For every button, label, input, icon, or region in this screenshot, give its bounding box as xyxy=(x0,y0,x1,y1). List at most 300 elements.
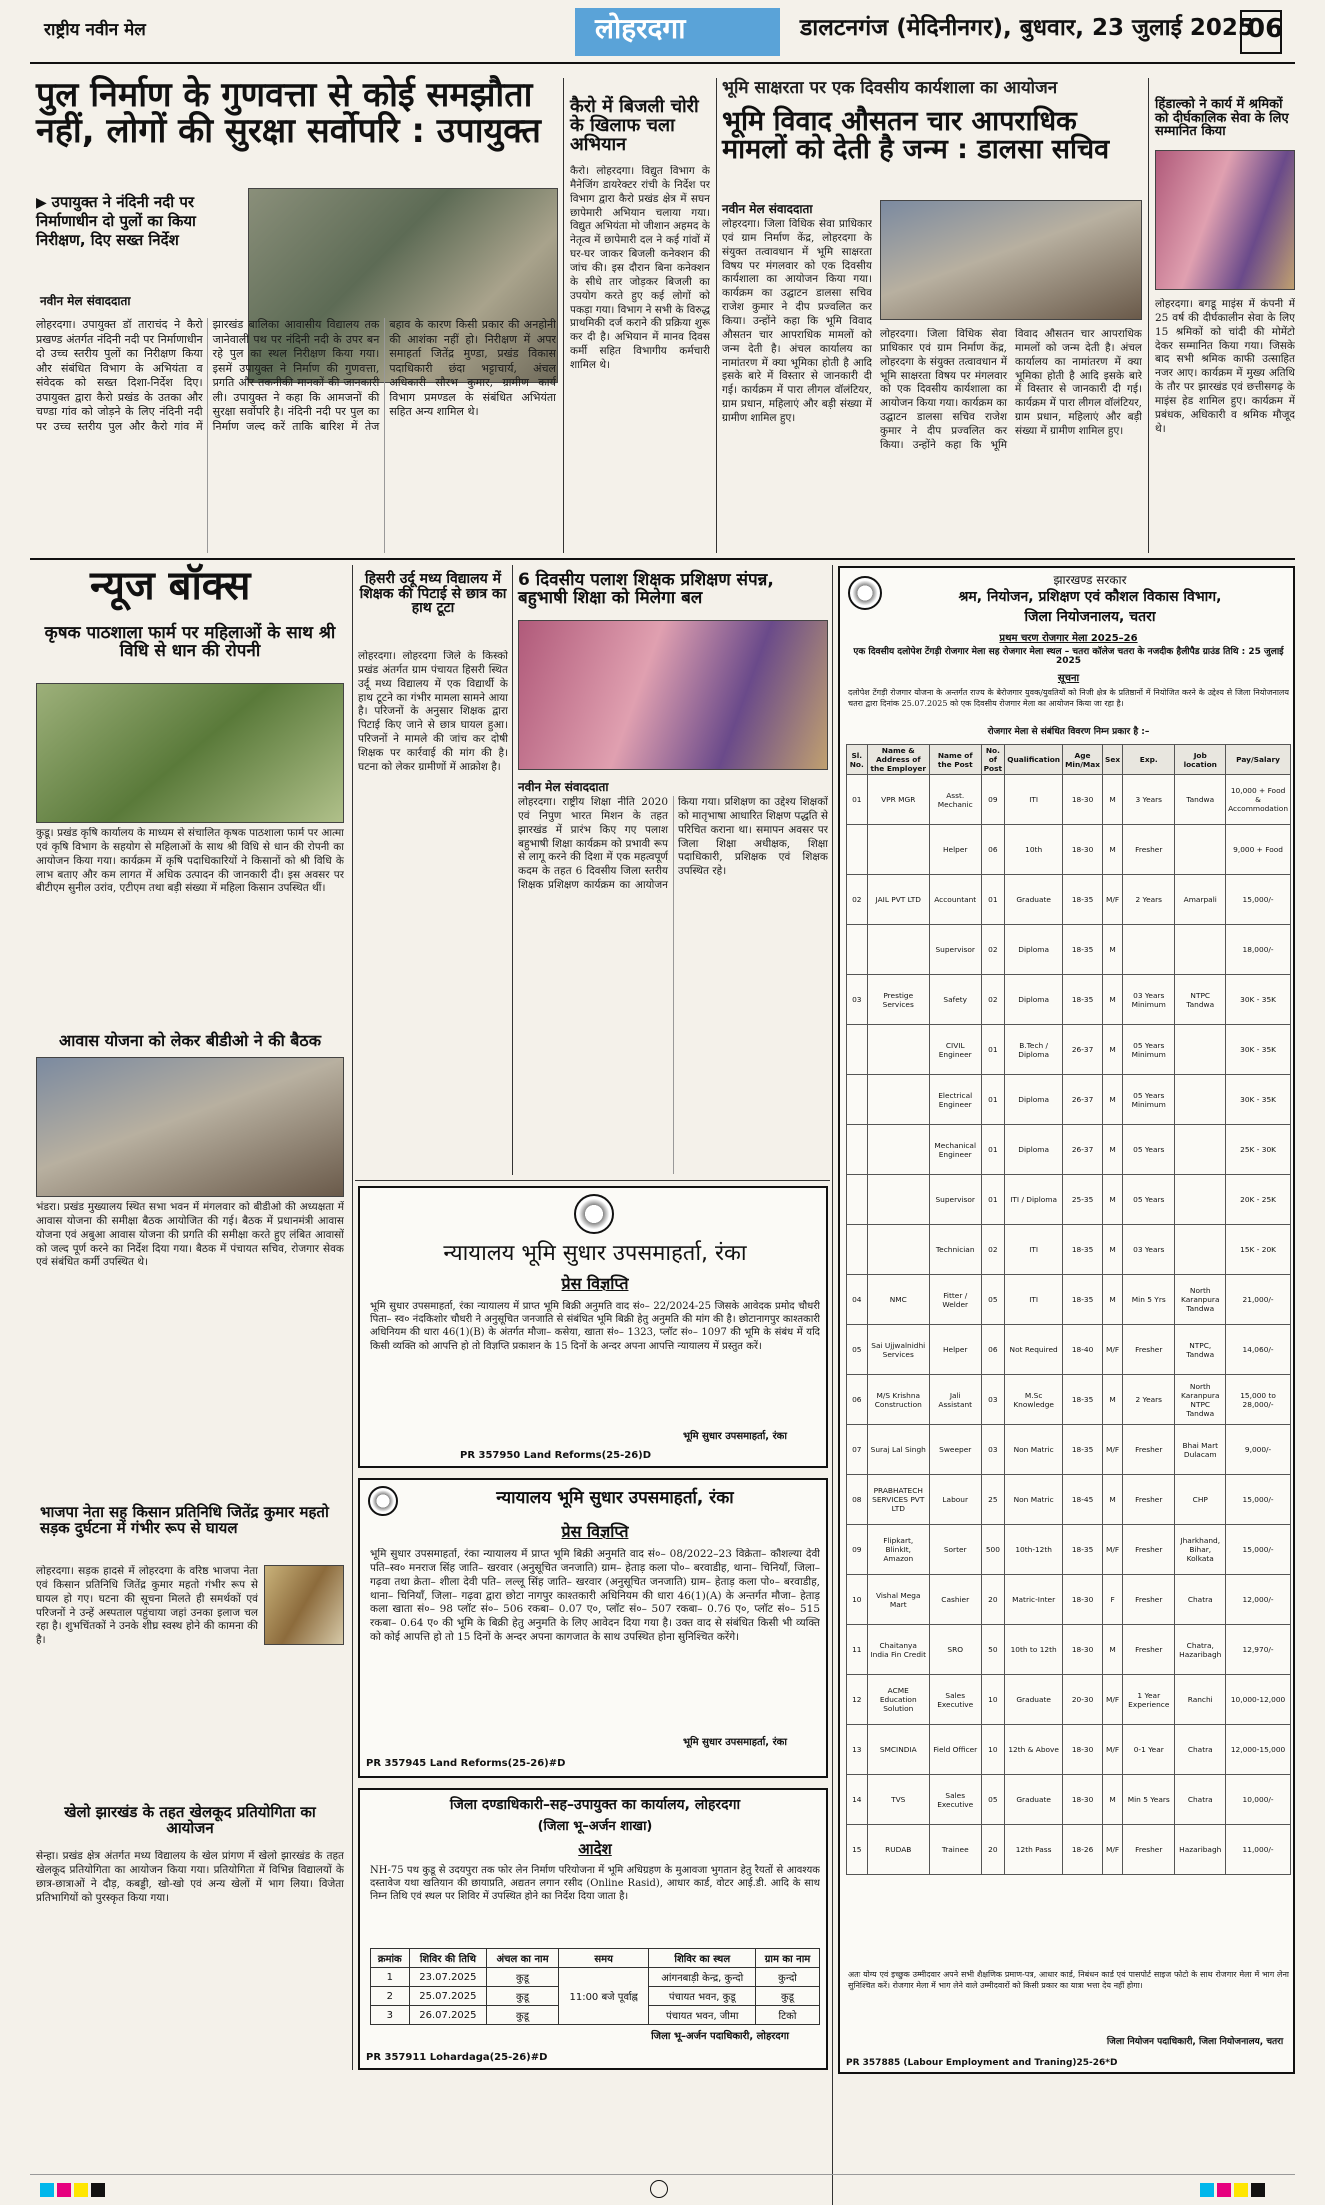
cell: Not Required xyxy=(1005,1325,1063,1375)
cell xyxy=(847,1175,868,1225)
cell: 11,000/- xyxy=(1226,1825,1291,1875)
cell: Diploma xyxy=(1005,1125,1063,1175)
cell: 01 xyxy=(981,875,1005,925)
cell: 20-30 xyxy=(1063,1675,1103,1725)
cell: Min 5 Yrs xyxy=(1123,1275,1175,1325)
honor-photo xyxy=(1155,150,1295,290)
kairo-headline: कैरो में बिजली चोरी के खिलाफ चला अभियान xyxy=(570,96,699,155)
cell: M/F xyxy=(1103,1325,1123,1375)
cell: 10th xyxy=(1005,825,1063,875)
cell: कुडू xyxy=(487,2006,559,2025)
col-header: Pay/Salary xyxy=(1226,745,1291,775)
cell: TVS xyxy=(867,1775,929,1825)
ad1-office: न्यायालय भूमि सुधार उपसमाहर्ता, रंका xyxy=(443,1241,747,1266)
cell: 23.07.2025 xyxy=(409,1968,487,1987)
cell: Trainee xyxy=(929,1825,981,1875)
cell xyxy=(867,1025,929,1075)
job-table-wrap xyxy=(846,744,1291,1964)
cell: Non Matric xyxy=(1005,1475,1063,1525)
cell: 14,060/- xyxy=(1226,1325,1291,1375)
cell: Supervisor xyxy=(929,1175,981,1225)
dateline: डालटनगंज (मेदिनीनगर), बुधवार, 23 जुलाई 2025 xyxy=(800,15,1254,41)
item1-photo xyxy=(36,683,344,823)
cell: Asst. Mechanic xyxy=(929,775,981,825)
cell: 15,000/- xyxy=(1226,875,1291,925)
table-row xyxy=(847,1325,1291,1375)
cell xyxy=(867,825,929,875)
table-row xyxy=(847,975,1291,1025)
masthead-rule xyxy=(30,62,1295,64)
cell: 15K - 20K xyxy=(1226,1225,1291,1275)
cell: M xyxy=(1103,1225,1123,1275)
cell: North Karanpura NTPC Tandwa xyxy=(1175,1375,1226,1425)
cell: Helper xyxy=(929,825,981,875)
cell: 05 Years xyxy=(1123,1175,1175,1225)
ad3-camp-table xyxy=(370,1948,820,2025)
cell: Chatra xyxy=(1175,1775,1226,1825)
swatch-black xyxy=(91,2183,105,2197)
col-header: क्रमांक xyxy=(371,1949,410,1968)
cell xyxy=(1123,925,1175,975)
cell: 2 Years xyxy=(1123,875,1175,925)
hostel-headline: हिसरी उर्दू मध्य विद्यालय में शिक्षक की पिटाई से छात्र का हाथ टूटा xyxy=(359,571,507,617)
ad1-body: भूमि सुधार उपसमाहर्ता, रंका न्यायालय में प्राप्त भूमि बिक्री अनुमति वाद सं०– 22/2024-25 जिसके आवेदक प्रमोद चौधरी पिता– स्व० नंदकिशोर चौधरी ने अनुसूचित जनजाति से संबंधित भूमि बिक्री हेतु अनुमति की मांग की है। छोटानागपुर काश्तकारी अधिनियम की धारा 46(1)(B) के अंतर्गत मौजा– कसेया, खाता सं०– 1323, प्लॉट सं०– 1097 की भूमि के संबंध में यदि किसी व्यक्ति को आपत्ति हो तो विज्ञप्ति प्रकाशन के 15 दिनों के अन्दर अपना आपत्ति न्यायालय में प्रस्तुत करें। xyxy=(370,1301,820,1352)
cell: Matric-Inter xyxy=(1005,1575,1063,1625)
color-swatches-right xyxy=(1200,2182,1268,2201)
cell: Labour xyxy=(929,1475,981,1525)
cell xyxy=(867,925,929,975)
section-title: लोहरदगा xyxy=(595,12,686,45)
col-header: Name of the Post xyxy=(929,745,981,775)
job-dept: श्रम, नियोजन, प्रशिक्षण एवं कौशल विकास विभाग, xyxy=(958,589,1222,605)
cell: 9,000/- xyxy=(1226,1425,1291,1475)
cell: M/F xyxy=(1103,1825,1123,1875)
col-header: Job location xyxy=(1175,745,1226,775)
cell: M/F xyxy=(1103,1425,1123,1475)
cell xyxy=(1175,1225,1226,1275)
table-row xyxy=(847,1625,1291,1675)
land-headline: भूमि विवाद औसतन चार आपराधिक मामलों को देती है जन्म : डालसा सचिव xyxy=(722,106,1110,166)
land-byline: नवीन मेल संवाददाता xyxy=(722,202,813,216)
table-row xyxy=(847,1675,1291,1725)
cell: 18-35 xyxy=(1063,1225,1103,1275)
cell: 02 xyxy=(981,1225,1005,1275)
cell: North Karanpura Tandwa xyxy=(1175,1275,1226,1325)
cell: Hazaribagh xyxy=(1175,1825,1226,1875)
swatch-cyan xyxy=(1200,2183,1214,2197)
swatch-black xyxy=(1251,2183,1265,2197)
col-header: Age Min/Max xyxy=(1063,745,1103,775)
cell: VPR MGR xyxy=(867,775,929,825)
cell: F xyxy=(1103,1575,1123,1625)
cell: Chaitanya India Fin Credit xyxy=(867,1625,929,1675)
cell xyxy=(1175,925,1226,975)
cell: M/F xyxy=(1103,1725,1123,1775)
cell: ITI / Diploma xyxy=(1005,1175,1063,1225)
cell: Vishal Mega Mart xyxy=(867,1575,929,1625)
cell: 500 xyxy=(981,1525,1005,1575)
cell: M xyxy=(1103,1275,1123,1325)
cell: Sales Executive xyxy=(929,1775,981,1825)
honor-body: लोहरदगा। बगडू माइंस में कंपनी में 25 वर्ष की दीर्घकालीन सेवा के लिए 15 श्रमिकों को चांदी की मोमेंटो देकर सम्मानित किया गया। जिसके बाद सभी श्रमिक काफी उत्साहित नजर आए। कार्यक्रम में मुख्य अतिथि के तौर पर झारखंड एवं छत्तीसगढ़ के माइंस हेड शामिल हुए। कार्यक्रम में प्रबंधक, अधिकारी व श्रमिक मौजूद थे। xyxy=(1155,298,1295,435)
divider xyxy=(716,78,717,553)
cell: 04 xyxy=(847,1275,868,1325)
color-swatches-left xyxy=(40,2182,108,2201)
cell: Safety xyxy=(929,975,981,1025)
cell: 05 xyxy=(981,1275,1005,1325)
cell: 1 Year Experience xyxy=(1123,1675,1175,1725)
honor-headline: हिंडाल्को ने कार्य में श्रमिकों को दीर्घकालिक सेवा के लिए सम्मानित किया xyxy=(1155,97,1289,140)
cell: M/F xyxy=(1103,1525,1123,1575)
cell: RUDAB xyxy=(867,1825,929,1875)
cell: M xyxy=(1103,1125,1123,1175)
cell xyxy=(847,1125,868,1175)
cell xyxy=(847,825,868,875)
cell: कुडू xyxy=(487,1987,559,2006)
emblem-icon xyxy=(574,1194,614,1234)
cell: 01 xyxy=(981,1025,1005,1075)
divider xyxy=(563,78,564,553)
cell: M xyxy=(1103,1375,1123,1425)
cell: 50 xyxy=(981,1625,1005,1675)
col-header: अंचल का नाम xyxy=(487,1949,559,1968)
swatch-yellow xyxy=(74,2183,88,2197)
cell: 12,970/- xyxy=(1226,1625,1291,1675)
cell xyxy=(847,1025,868,1075)
table-row xyxy=(847,1425,1291,1475)
cell: 10th-12th xyxy=(1005,1525,1063,1575)
cell: 10,000/- xyxy=(1226,1775,1291,1825)
cell: B.Tech / Diploma xyxy=(1005,1025,1063,1075)
cell: Graduate xyxy=(1005,875,1063,925)
cell: 10th to 12th xyxy=(1005,1625,1063,1675)
table-header-row xyxy=(847,745,1291,775)
cell: 15 xyxy=(847,1825,868,1875)
ad2-body: भूमि सुधार उपसमाहर्ता, रंका न्यायालय में प्राप्त भूमि बिक्री अनुमति वाद सं०– 08/2022–23 विक्रेता– कौशल्या देवी पति–स्व० मनराज सिंह जाति– खरवार (अनुसूचित जनजाति) ग्राम– हेताड़ कला पो०– बरवाडीह, थाना– चिनियाँ, जिला– गढ़वा तथा क्रेता– शीला देवी पति– लल्लू सिंह जाति– खरवार (अनुसूचित जनजाति) ग्राम– हेताड़ कला पो०– बरवाडीह, थाना– चिनियाँ, जिला– गढ़वा द्वारा छोटा नागपुर काश्तकारी अधिनियम की धारा 46(1)(A) के अन्तर्गत मौजा– हेताड़ कला खाता सं०– 98 प्लॉट सं०– 506 रकबा– 0.07 ए०, प्लॉट सं०– 507 रकबा– 0.76 ए०, प्लॉट सं०– 515 रकबा– 0.64 ए० की भूमि के बिक्री हेतु अनुमति के लिए आवेदन दिया गया है। उक्त वाद से संबंधित किसी भी व्यक्ति को कोई आपत्ति हो तो 15 दिनों के अन्दर अपना कागजात के साथ उपस्थित होना सुनिश्चित करेंगे। xyxy=(370,1548,820,1644)
cell: M xyxy=(1103,1775,1123,1825)
lead-body: लोहरदगा। उपायुक्त डॉ ताराचंद ने कैरो प्रखण्ड अंतर्गत नंदिनी नदी पर निर्माणाधीन दो उच्च स्तरीय पुलों का निरीक्षण किया और संबंधित विभाग के अभियंता व संवेदक को सख्त दिशा-निर्देश दिए। उपायुक्त द्वारा कैरो प्रखंड के उतका और चण्डा गांव को जोड़ने के लिए नंदिनी नदी पर उच्च स्तरीय पुल और कैरो गांव में झारखंड बालिका आवासीय विद्यालय तक जानेवाली पथ पर नंदिनी नदी के उपर बन रहे पुल का स्थल निरीक्षण किया गया। इसमें उपायुक्त ने निर्माण की गुणवत्ता, प्रगति और तकनीकी मानकों की जानकारी ली। उपायुक्त ने कहा कि आमजनों की सुरक्षा सर्वोपरि है। नंदिनी नदी पर पुल का निर्माण जल्द करें ताकि बारिश में तेज बहाव के कारण किसी प्रकार की अनहोनी की आशंका नहीं हो। निरीक्षण में अपर समाहर्ता जितेंद्र मुण्डा, प्रखंड विकास पदाधिकारी छंदा भट्टाचार्य, अंचल अधिकारी सौरभ कुमार, ग्रामीण कार्य विभाग प्रमण्डल के संबंधित अभियंता सहित अन्य शामिल थे। xyxy=(36,318,556,433)
cell: Fresher xyxy=(1123,1575,1175,1625)
cell: 12 xyxy=(847,1675,868,1725)
cell: 01 xyxy=(847,775,868,825)
table-row xyxy=(847,1075,1291,1125)
cell: 18-35 xyxy=(1063,1275,1103,1325)
cell: 05 xyxy=(847,1325,868,1375)
cell: Diploma xyxy=(1005,1075,1063,1125)
col-header: ग्राम का नाम xyxy=(756,1949,820,1968)
cell: 11:00 बजे पूर्वाह्न xyxy=(558,1968,649,2025)
cell: Sai Ujjwalnidhi Services xyxy=(867,1325,929,1375)
cell: कुडू xyxy=(756,1987,820,2006)
col-header: समय xyxy=(558,1949,649,1968)
cell: 26-37 xyxy=(1063,1125,1103,1175)
col-header: Sl. No. xyxy=(847,745,868,775)
table-row xyxy=(847,1825,1291,1875)
cell xyxy=(847,1075,868,1125)
cell: 18-30 xyxy=(1063,825,1103,875)
cell: Sweeper xyxy=(929,1425,981,1475)
cell: Diploma xyxy=(1005,925,1063,975)
table-row xyxy=(847,1175,1291,1225)
item3-body: लोहरदगा। सड़क हादसे में लोहरदगा के वरिष्ठ भाजपा नेता एवं किसान प्रतिनिधि जितेंद्र कुमार महतो गंभीर रूप से घायल हो गए। घटना की सूचना मिलते ही समर्थकों एवं परिजनों ने उन्हें अस्पताल पहुंचाया जहां उनका इलाज चल रहा है। शुभचिंतकों ने उनके शीघ्र स्वस्थ होने की कामना की है। xyxy=(36,1565,258,1647)
job-gov: झारखण्ड सरकार xyxy=(1053,573,1127,587)
cell: 30K - 35K xyxy=(1226,975,1291,1025)
cell: 10 xyxy=(981,1675,1005,1725)
cell: 18-35 xyxy=(1063,1425,1103,1475)
cell: 30K - 35K xyxy=(1226,1025,1291,1075)
cell: 2 Years xyxy=(1123,1375,1175,1425)
job-ad xyxy=(838,566,1295,2074)
table-row xyxy=(847,1025,1291,1075)
cell xyxy=(1175,1125,1226,1175)
emblem-icon xyxy=(848,576,882,610)
job-ref: PR 357885 (Labour Employment and Traning)25-26*D xyxy=(846,2058,1118,2068)
col-header: Name & Address of the Employer xyxy=(867,745,929,775)
divider xyxy=(832,565,833,2205)
col-header: No. of Post xyxy=(981,745,1005,775)
cell: CIVIL Engineer xyxy=(929,1025,981,1075)
cell: M xyxy=(1103,975,1123,1025)
table-row xyxy=(847,1725,1291,1775)
cell: 18-35 xyxy=(1063,975,1103,1025)
cell: ACME Education Solution xyxy=(867,1675,929,1725)
page-number: 06 xyxy=(1247,14,1284,44)
ad1 xyxy=(358,1186,828,1468)
cell: 01 xyxy=(981,1075,1005,1125)
cell: 06 xyxy=(981,825,1005,875)
item1-body: कुडू। प्रखंड कृषि कार्यालय के माध्यम से संचालित कृषक पाठशाला फार्म पर आत्मा एवं कृषि विभाग के सहयोग से महिलाओं के साथ श्री विधि से धान की रोपनी का आयोजन किया गया। कार्यक्रम में कृषि पदाधिकारियों ने किसानों को श्री विधि के लाभ बताए और कम लागत में अधिक उत्पादन की जानकारी दी। इस अवसर पर बीटीएम सुनील उरांव, एटीएम तथा बड़ी संख्या में महिला किसान उपस्थित थीं। xyxy=(36,827,344,895)
cell: 26-37 xyxy=(1063,1075,1103,1125)
cell: 3 xyxy=(371,2006,410,2025)
cell: 01 xyxy=(981,1125,1005,1175)
cell xyxy=(847,925,868,975)
cell: Fresher xyxy=(1123,825,1175,875)
cell: 03 xyxy=(847,975,868,1025)
masthead xyxy=(0,0,1325,70)
ad1-title: प्रेस विज्ञप्ति xyxy=(561,1274,629,1293)
cell: M/F xyxy=(1103,875,1123,925)
cell: Fresher xyxy=(1123,1475,1175,1525)
cell: 08 xyxy=(847,1475,868,1525)
job-sign: जिला नियोजन पदाधिकारी, जिला नियोजनालय, चतरा xyxy=(1106,2037,1284,2047)
cell: 12,000-15,000 xyxy=(1226,1725,1291,1775)
cell: Fresher xyxy=(1123,1325,1175,1375)
cell: Chatra xyxy=(1175,1575,1226,1625)
cell: आंगनबाड़ी केन्द्र, कुन्दो xyxy=(649,1968,756,1987)
ad2-sign: भूमि सुधार उपसमाहर्ता, रंका xyxy=(683,1737,787,1748)
table-row xyxy=(847,1375,1291,1425)
cell: Electrical Engineer xyxy=(929,1075,981,1125)
paper-name: राष्ट्रीय नवीन मेल xyxy=(44,20,146,40)
item1-headline: कृषक पाठशाला फार्म पर महिलाओं के साथ श्री विधि से धान की रोपनी xyxy=(44,623,336,661)
cell: 18-45 xyxy=(1063,1475,1103,1525)
cell: 12th & Above xyxy=(1005,1725,1063,1775)
cell: 26.07.2025 xyxy=(409,2006,487,2025)
cell xyxy=(867,1225,929,1275)
cell: 30K - 35K xyxy=(1226,1075,1291,1125)
item2-body: भंडरा। प्रखंड मुख्यालय स्थित सभा भवन में मंगलवार को बीडीओ की अध्यक्षता में आवास योजना की समीक्षा बैठक आयोजित की गई। बैठक में प्रधानमंत्री आवास योजना एवं अबुआ आवास योजना की प्रगति की समीक्षा करते हुए लंबित आवासों को जल्द पूर्ण करने का निर्देश दिया गया। बैठक में पंचायत सचिव, रोजगार सेवक एवं संबंधित कर्मी उपस्थित थे। xyxy=(36,1201,344,1269)
cell: ITI xyxy=(1005,1225,1063,1275)
job-table xyxy=(846,744,1291,1875)
table-row xyxy=(847,1125,1291,1175)
cell: 10 xyxy=(981,1725,1005,1775)
cell: 05 xyxy=(981,1775,1005,1825)
cell: 21,000/- xyxy=(1226,1275,1291,1325)
cell: 26-37 xyxy=(1063,1025,1103,1075)
divider xyxy=(30,2174,1295,2175)
cell: M xyxy=(1103,1475,1123,1525)
cell: M xyxy=(1103,1025,1123,1075)
registration-mark xyxy=(650,2180,668,2198)
table-row xyxy=(371,1968,820,1987)
cell: 3 Years xyxy=(1123,775,1175,825)
palash-byline: नवीन मेल संवाददाता xyxy=(518,780,609,794)
divider xyxy=(30,558,1295,560)
cell: PRABHATECH SERVICES PVT LTD xyxy=(867,1475,929,1525)
cell: NTPC Tandwa xyxy=(1175,975,1226,1025)
cell: Graduate xyxy=(1005,1775,1063,1825)
job-fair-title: प्रथम चरण रोजगार मेला 2025–26 xyxy=(999,633,1138,644)
cell: 1 xyxy=(371,1968,410,1987)
table-row xyxy=(847,1475,1291,1525)
cell: NMC xyxy=(867,1275,929,1325)
cell: 07 xyxy=(847,1425,868,1475)
lead-bullet: उपायुक्त ने नंदिनी नदी पर निर्माणाधीन दो पुलों का किया निरीक्षण, दिए सख्त निर्देश xyxy=(36,193,196,249)
col-header: शिविर की तिथि xyxy=(409,1949,487,1968)
cell: 20 xyxy=(981,1825,1005,1875)
cell: 05 Years Minimum xyxy=(1123,1025,1175,1075)
ad2-office: न्यायालय भूमि सुधार उपसमाहर्ता, रंका xyxy=(496,1488,734,1508)
cell: Supervisor xyxy=(929,925,981,975)
cell: कुडू xyxy=(487,1968,559,1987)
cell: 14 xyxy=(847,1775,868,1825)
cell: 18-35 xyxy=(1063,1375,1103,1425)
land-kicker: भूमि साक्षरता पर एक दिवसीय कार्यशाला का आयोजन xyxy=(722,78,1058,98)
cell: पंचायत भवन, कुडू xyxy=(649,1987,756,2006)
swatch-magenta xyxy=(1217,2183,1231,2197)
divider xyxy=(352,565,353,2070)
item3-headline: भाजपा नेता सह किसान प्रतिनिधि जितेंद्र कुमार महतो सड़क दुर्घटना में गंभीर रूप से घायल xyxy=(40,1503,329,1537)
cell: Fresher xyxy=(1123,1625,1175,1675)
cell: SMCINDIA xyxy=(867,1725,929,1775)
cell: Suraj Lal Singh xyxy=(867,1425,929,1475)
bullet-icon: ▶ xyxy=(36,195,52,211)
job-notice-label: सूचना xyxy=(1057,673,1080,684)
cell: 25.07.2025 xyxy=(409,1987,487,2006)
cell: 18-35 xyxy=(1063,925,1103,975)
cell: M xyxy=(1103,1625,1123,1675)
job-intro: दलोपेश टेंगड़ी रोजगार योजना के अन्तर्गत राज्य के बेरोजगार युवक/युवतियों को निजी क्षेत्र के प्रतिष्ठानों में नियोजित करने के उद्देश्य से जिला नियोजनालय चतरा द्वारा दिनांक 25.07.2025 को एक दिवसीय रोजगार मेला का आयोजन किया जा रहा है। xyxy=(848,688,1289,708)
ad2 xyxy=(358,1478,828,1778)
ad3-sign: जिला भू–अर्जन पदाधिकारी, लोहरदगा xyxy=(651,2031,789,2042)
cell: 10,000-12,000 xyxy=(1226,1675,1291,1725)
cell: ITI xyxy=(1005,775,1063,825)
newsbox xyxy=(30,565,350,2070)
cell: 13 xyxy=(847,1725,868,1775)
ad3-office: जिला दण्डाधिकारी–सह–उपायुक्त का कार्यालय, लोहरदगा xyxy=(449,1797,741,1813)
cell: Tandwa xyxy=(1175,775,1226,825)
cell: 25-35 xyxy=(1063,1175,1103,1225)
cell: 20 xyxy=(981,1575,1005,1625)
cell xyxy=(847,1225,868,1275)
cell: 02 xyxy=(981,925,1005,975)
cell xyxy=(1175,1075,1226,1125)
cell: Ranchi xyxy=(1175,1675,1226,1725)
cell: 05 Years xyxy=(1123,1125,1175,1175)
registration-bar xyxy=(0,2170,1325,2205)
cell: Jali Assistant xyxy=(929,1375,981,1425)
ad3-sub: (जिला भू–अर्जन शाखा) xyxy=(537,1819,653,1834)
cell: 18-30 xyxy=(1063,1725,1103,1775)
cell: 18,000/- xyxy=(1226,925,1291,975)
palash-photo xyxy=(518,620,828,770)
cell: 12th Pass xyxy=(1005,1825,1063,1875)
cell: 02 xyxy=(847,875,868,925)
ad2-ref: PR 357945 Land Reforms(25-26)#D xyxy=(366,1758,566,1769)
cell: Flipkart, BlinkIt, Amazon xyxy=(867,1525,929,1575)
divider xyxy=(512,565,513,1175)
cell: टिको xyxy=(756,2006,820,2025)
item4-headline: खेलो झारखंड के तहत खेलकूद प्रतियोगिता का आयोजन xyxy=(64,1803,316,1837)
table-row xyxy=(847,875,1291,925)
land-body-cont: लोहरदगा। जिला विधिक सेवा प्राधिकार एवं ग्राम निर्माण केंद्र, लोहरदगा के संयुक्त तत्वावधान में भूमि साक्षरता विषय पर मंगलवार को एक दिवसीय कार्यशाला का आयोजन किया गया। कार्यक्रम का उद्घाटन डालसा सचिव राजेश कुमार ने दीप प्रज्वलित कर किया। उन्होंने कहा कि भूमि विवाद औसतन चार आपराधिक मामलों को जन्म देती है। अंचल कार्यालय का नामांतरण में क्या भूमिका होती है आदि इसके बारे में विस्तार से जानकारी दी गई। कार्यक्रम में पारा लीगल वॉलंटियर, ग्राम प्रधान, महिलाएं और बड़ी संख्या में ग्रामीण शामिल हुए। xyxy=(880,328,1142,451)
cell: Jharkhand, Bihar, Kolkata xyxy=(1175,1525,1226,1575)
ad3 xyxy=(358,1788,828,2070)
cell: 18-30 xyxy=(1063,1625,1103,1675)
swatch-yellow xyxy=(1234,2183,1248,2197)
cell: Sorter xyxy=(929,1525,981,1575)
table-row xyxy=(847,925,1291,975)
cell: Cashier xyxy=(929,1575,981,1625)
cell: M xyxy=(1103,775,1123,825)
palash-body: लोहरदगा। राष्ट्रीय शिक्षा नीति 2020 एवं निपुण भारत मिशन के तहत झारखंड में प्रारंभ किए गए पलाश बहुभाषी शिक्षा कार्यक्रम को प्रभावी रूप से लागू करने की दिशा में एक महत्वपूर्ण कदम के तहत 6 दिवसीय जिला स्तरीय शिक्षक प्रशिक्षण कार्यक्रम का आयोजन किया गया। प्रशिक्षण का उद्देश्य शिक्षकों को मातृभाषा आधारित शिक्षण पद्धति से परिचित कराना था। समापन अवसर पर जिला शिक्षा अधीक्षक, शिक्षा पदाधिकारी, प्रशिक्षक एवं शिक्षक उपस्थित रहे। xyxy=(518,796,828,892)
cell: Chatra, Hazaribagh xyxy=(1175,1625,1226,1675)
cell: Chatra xyxy=(1175,1725,1226,1775)
item2-photo xyxy=(36,1057,344,1197)
swatch-magenta xyxy=(57,2183,71,2197)
divider xyxy=(355,1180,830,1181)
cell: 15,000/- xyxy=(1226,1475,1291,1525)
item4-body: सेन्हा। प्रखंड क्षेत्र अंतर्गत मध्य विद्यालय के खेल प्रांगण में खेलो झारखंड के तहत खेलकूद प्रतियोगिता का आयोजन किया गया। प्रतियोगिता में विभिन्न विद्यालयों के छात्र-छात्राओं ने दौड़, कबड्डी, खो-खो एवं अन्य खेलों में भाग लिया। विजेता प्रतिभागियों को पुरस्कृत किया गया। xyxy=(36,1850,344,1904)
cell: 18-26 xyxy=(1063,1825,1103,1875)
col-header: Sex xyxy=(1103,745,1123,775)
cell xyxy=(1175,1175,1226,1225)
table-row xyxy=(847,825,1291,875)
cell: 15,000 to 28,000/- xyxy=(1226,1375,1291,1425)
job-table-body xyxy=(847,775,1291,1875)
cell xyxy=(867,1175,929,1225)
cell: M/S Krishna Construction xyxy=(867,1375,929,1425)
lead-headline: पुल निर्माण के गुणवत्ता से कोई समझौता नहीं, लोगों की सुरक्षा सर्वोपरि : उपायुक्त xyxy=(36,75,541,151)
table-row xyxy=(847,1525,1291,1575)
cell: 03 Years xyxy=(1123,1225,1175,1275)
cell: CHP xyxy=(1175,1475,1226,1525)
cell: Amarpali xyxy=(1175,875,1226,925)
cell: 11 xyxy=(847,1625,868,1675)
cell: Fresher xyxy=(1123,1825,1175,1875)
cell: 18-30 xyxy=(1063,775,1103,825)
cell xyxy=(867,1075,929,1125)
swatch-cyan xyxy=(40,2183,54,2197)
hostel-body: लोहरदगा। लोहरदगा जिले के किस्को प्रखंड अंतर्गत ग्राम पंचायत हिसरी स्थित उर्दू मध्य विद्यालय में एक विद्यार्थी के हाथ टूटने का गंभीर मामला सामने आया है। परिजनों के अनुसार शिक्षक द्वारा पिटाई किए जाने से छात्र घायल हुआ। परिजनों ने मामले की जांच कर दोषी शिक्षक पर कार्रवाई की मांग की है। घटना को लेकर ग्रामीणों में आक्रोश है। xyxy=(358,650,508,773)
cell: M xyxy=(1103,925,1123,975)
item2-headline: आवास योजना को लेकर बीडीओ ने की बैठक xyxy=(58,1031,322,1050)
cell: M xyxy=(1103,1075,1123,1125)
newsbox-title: न्यूज बॉक्स xyxy=(90,563,251,609)
cell: 12,000/- xyxy=(1226,1575,1291,1625)
cell: M.Sc Knowledge xyxy=(1005,1375,1063,1425)
job-fair-sub: एक दिवसीय दलोपेश टेंगड़ी रोजगार मेला सह रोजगार मेला स्थल – चतरा कॉलेज चतरा के नजदीक हैलीपैड ग्राउंड तिथि : 25 जुलाई 2025 xyxy=(853,647,1284,667)
